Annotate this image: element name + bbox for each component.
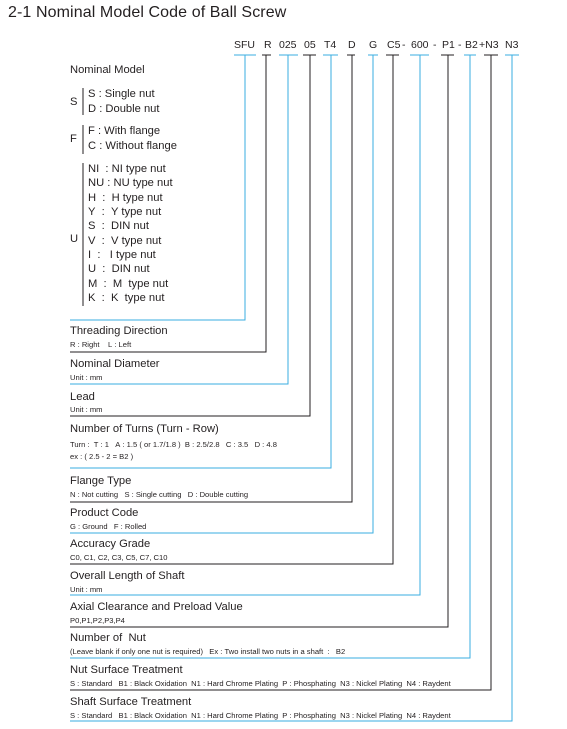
code-part: R <box>264 39 272 51</box>
nut-surface-treatment-label: Nut Surface Treatment <box>70 664 183 676</box>
product-code-note: G : Ground F : Rolled <box>70 522 147 531</box>
overall-length-note: Unit : mm <box>70 585 103 594</box>
option-nut-type: I : I type nut <box>88 249 156 261</box>
option-nut-type: V : V type nut <box>88 235 162 247</box>
code-part: 05 <box>304 39 316 51</box>
lead-note: Unit : mm <box>70 405 103 414</box>
code-part: C5 <box>387 39 401 51</box>
group-letter-f: F <box>70 133 77 145</box>
number-of-turns-example: ex : ( 2.5 - 2 = B2 ) <box>70 452 134 461</box>
flange-type-note: N : Not cutting S : Single cutting D : Double cutting <box>70 490 249 499</box>
option-single-nut: S : Single nut <box>88 88 155 100</box>
code-part: G <box>369 39 378 51</box>
accuracy-grade-label: Accuracy Grade <box>70 538 151 550</box>
option-nut-type: K : K type nut <box>88 292 165 304</box>
option-without-flange: C : Without flange <box>88 140 177 152</box>
number-of-nut-note: (Leave blank if only one nut is required) Ex : Two install two nuts in a shaft : B2 <box>70 647 346 656</box>
group-letter-u: U <box>70 233 79 245</box>
connector-turns <box>70 55 331 468</box>
code-part: B2 <box>465 39 478 51</box>
option-nut-type: NU : NU type nut <box>88 177 173 189</box>
nominal-diameter-note: Unit : mm <box>70 373 103 382</box>
code-part: N3 <box>505 39 519 51</box>
code-part: - <box>458 39 462 51</box>
page-title: 2-1 Nominal Model Code of Ball Screw <box>8 4 287 21</box>
product-code-label: Product Code <box>70 507 139 519</box>
code-part: T4 <box>324 39 337 51</box>
code-part: D <box>348 39 356 51</box>
option-nut-type: M : M type nut <box>88 278 169 290</box>
option-nut-type: H : H type nut <box>88 192 163 204</box>
code-part: - <box>402 39 406 51</box>
option-nut-type: U : DIN nut <box>88 263 150 275</box>
overall-length-label: Overall Length of Shaft <box>70 570 185 582</box>
threading-direction-label: Threading Direction <box>70 325 168 337</box>
option-nut-type: NI : NI type nut <box>88 163 166 175</box>
group-letter-s: S <box>70 96 78 108</box>
code-part: +N3 <box>479 39 499 51</box>
threading-direction-note: R : Right L : Left <box>70 340 132 349</box>
flange-type-label: Flange Type <box>70 475 132 487</box>
option-nut-type: Y : Y type nut <box>88 206 162 218</box>
option-with-flange: F : With flange <box>88 125 161 137</box>
nominal-diameter-label: Nominal Diameter <box>70 358 160 370</box>
number-of-turns-label: Number of Turns (Turn - Row) <box>70 423 219 435</box>
code-part: 600 <box>411 39 429 51</box>
lead-label: Lead <box>70 391 95 403</box>
code-part: - <box>433 39 437 51</box>
axial-clearance-note: P0,P1,P2,P3,P4 <box>70 616 125 625</box>
axial-clearance-label: Axial Clearance and Preload Value <box>70 601 243 613</box>
nut-surface-treatment-note: S : Standard B1 : Black Oxidation N1 : Hard Chrome Plating P : Phosphating N3 : Nickel Plating N4 : Raydent <box>70 679 451 688</box>
option-nut-type: S : DIN nut <box>88 220 149 232</box>
shaft-surface-treatment-label: Shaft Surface Treatment <box>70 696 192 708</box>
option-double-nut: D : Double nut <box>88 103 160 115</box>
connector-shaft-treatment <box>70 55 512 721</box>
code-part: 025 <box>279 39 297 51</box>
code-part: SFU <box>234 39 255 51</box>
nominal-model-label: Nominal Model <box>70 64 145 76</box>
number-of-turns-note: Turn : T : 1 A : 1.5 ( or 1.7/1.8 ) B : 2.5/2.8 C : 3.5 D : 4.8 <box>70 440 277 449</box>
accuracy-grade-note: C0, C1, C2, C3, C5, C7, C10 <box>70 553 168 562</box>
shaft-surface-treatment-note: S : Standard B1 : Black Oxidation N1 : Hard Chrome Plating P : Phosphating N3 : Nickel Plating N4 : Raydent <box>70 711 451 720</box>
number-of-nut-label: Number of Nut <box>70 632 146 644</box>
code-part: P1 <box>442 39 455 51</box>
